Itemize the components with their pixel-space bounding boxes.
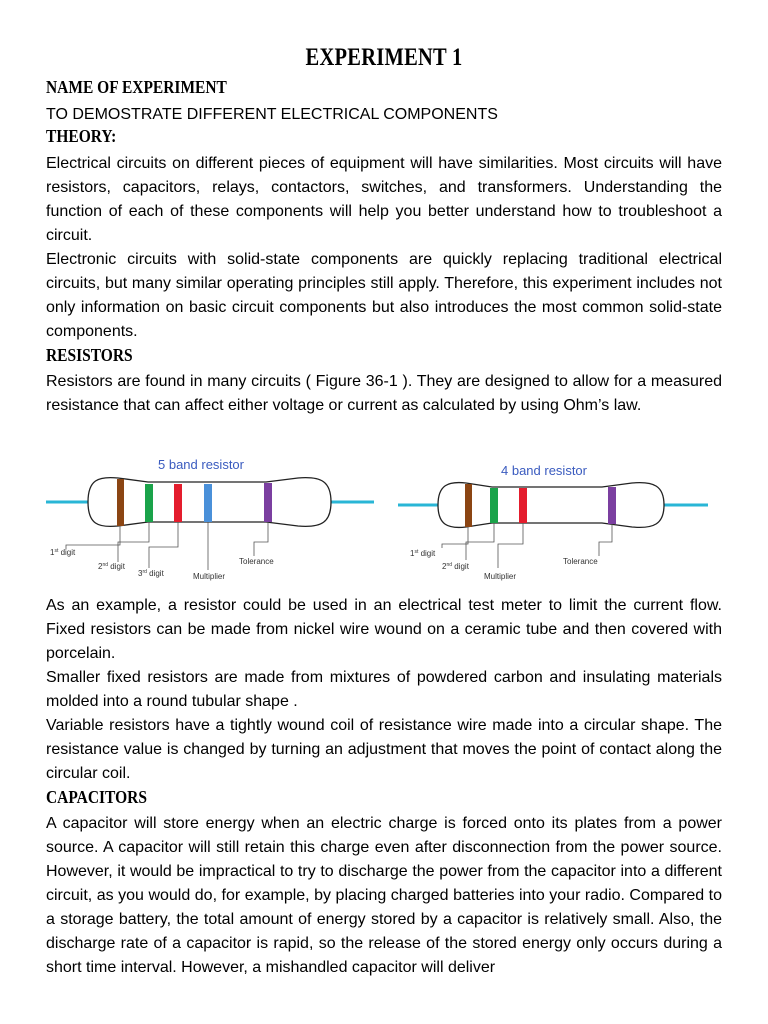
four-band-band-4	[608, 487, 616, 524]
resistor-diagrams	[46, 452, 722, 592]
five-band-multiplier-label: Multiplier	[193, 572, 226, 581]
svg-text:1st digit: 1st digit	[410, 549, 436, 558]
svg-text:1st digit: 1st digit	[50, 548, 76, 557]
five-band-band-2	[145, 484, 153, 522]
theory-paragraph-1: Electrical circuits on different pieces of equipment will have similarities. Most circuits will have resistors, capacitors, relays, contactors, switches, and transformers. Understanding the function of each of these components will help you better understand how to troubleshoot a circuit.	[46, 155, 722, 244]
svg-text:2nd digit: 2nd digit	[442, 562, 469, 571]
four-band-resistor	[398, 463, 708, 581]
five-band-title: 5 band resistor	[158, 457, 244, 472]
resistors-heading: RESISTORS	[46, 345, 133, 365]
four-band-tolerance-label: Tolerance	[563, 557, 598, 566]
theory-heading: THEORY:	[46, 126, 117, 146]
five-band-band-4	[204, 484, 212, 522]
svg-text:2nd digit: 2nd digit	[98, 562, 125, 571]
resistor-color-code-figure	[46, 452, 722, 592]
five-band-resistor	[46, 457, 374, 581]
resistors-paragraph-2: As an example, a resistor could be used in an electrical test meter to limit the current flow. Fixed resistors can be made from nickel wire wound on a ceramic tube and then covered with porcelain.	[46, 597, 722, 662]
four-band-multiplier-label: Multiplier	[484, 572, 517, 581]
capacitors-paragraph-1: A capacitor will store energy when an electric charge is forced onto its plates from a power source. A capacitor will still retain this charge even after disconnection from the power source. However, it would be impractical to try to discharge the power from the capacitor into a different circuit, as you would do, for example, by placing charged batteries into your radio. Compared to a storage battery, the total amount of energy stored by a capacitor is relatively small. Also, the discharge rate of a capacitor is rapid, so the release of the stored energy only occurs during a short time interval. However, a mishandled capacitor will deliver	[46, 815, 722, 976]
resistors-paragraph-1: Resistors are found in many circuits ( Figure 36-1 ). They are designed to allow for a measured resistance that can affect either voltage or current as calculated by using Ohm’s law.	[46, 373, 722, 414]
resistors-paragraph-3: Smaller fixed resistors are made from mixtures of powdered carbon and insulating materials molded into a round tubular shape .	[46, 669, 722, 710]
five-band-band-3	[174, 484, 182, 522]
five-band-band-5	[264, 483, 272, 522]
theory-paragraph-2: Electronic circuits with solid-state components are quickly replacing traditional electrical circuits, but many similar operating principles still apply. Therefore, this experiment includes not only information on basic circuit components but also introduces the most common solid-state components.	[46, 251, 722, 340]
five-band-tolerance-label: Tolerance	[239, 557, 274, 566]
experiment-name: TO DEMOSTRATE DIFFERENT ELECTRICAL COMPONENTS	[46, 106, 498, 123]
resistors-paragraph-4: Variable resistors have a tightly wound coil of resistance wire made into a circular shape. The resistance value is changed by turning an adjustment that moves the point of contact along the circular coil.	[46, 717, 722, 782]
page-title: EXPERIMENT 1	[305, 44, 463, 71]
name-of-experiment-heading: NAME OF EXPERIMENT	[46, 77, 227, 97]
four-band-band-3	[519, 488, 527, 523]
five-band-leader-lines	[66, 522, 268, 570]
capacitors-heading: CAPACITORS	[46, 787, 147, 807]
four-band-band-2	[490, 488, 498, 523]
svg-text:3rd digit: 3rd digit	[138, 569, 164, 578]
four-band-title: 4 band resistor	[501, 463, 587, 478]
five-band-band-1	[117, 479, 124, 526]
four-band-band-1	[465, 484, 472, 527]
